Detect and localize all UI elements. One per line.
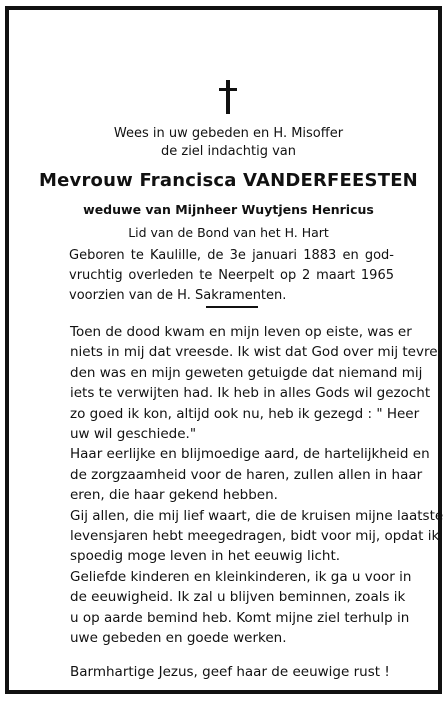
closing-prayer: Barmhartige Jezus, geef haar de eeuwige rust ! [70, 664, 390, 681]
memorial-card [5, 6, 442, 694]
text-line: iets te verwijten had. Ik heb in alles Gods wil gezocht [70, 385, 431, 402]
cross-icon [218, 80, 238, 114]
text-line: uwe gebeden en goede werken. [70, 630, 287, 646]
text-line: de zorgzaamheid voor de haren, zullen allen in haar [70, 466, 423, 483]
text-line: eren, die haar gekend hebben. [70, 487, 278, 504]
text-line: den was en mijn geweten getuigde dat niemand mij [70, 364, 423, 381]
text-line: spoedig moge leven in het eeuwig licht. [70, 548, 341, 565]
text-line: Haar eerlijke en blijmoedige aard, de hartelijkheid en [70, 446, 430, 463]
birth-line: Geboren te Kaulille, de 3e januari 1883 en god- [69, 248, 394, 263]
text-line: Geliefde kinderen en kleinkinderen, ik ga u voor in [70, 568, 412, 585]
text-line: uw wil geschiede." [70, 426, 197, 442]
birth-line: vruchtig overleden te Neerpelt op 2 maart 1965 [69, 268, 394, 283]
text-line: Toen de dood kwam en mijn leven op eiste, was er [70, 324, 412, 340]
widow-line: weduwe van Mijnheer Wuytjens Henricus [83, 202, 374, 217]
text-line: zo goed ik kon, altijd ook nu, heb ik gezegd : " Heer [70, 405, 420, 422]
birth-line: voorzien van de H. Sakramenten. [69, 288, 287, 303]
text-line: levensjaren hebt meegedragen, bidt voor mij, opdat ik [70, 528, 440, 544]
prayer-line-2: de ziel indachtig van [160, 144, 296, 159]
deceased-name: Mevrouw Francisca VANDERFEESTEN [39, 170, 418, 191]
text-line: niets in mij dat vreesde. Ik wist dat God over mij tevre- [70, 344, 443, 361]
prayer-line-1: Wees in uw gebeden en H. Misoffer [113, 126, 344, 141]
text-line: Gij allen, die mij lief waart, die de kruisen mijne laatste [70, 507, 444, 524]
membership-line: Lid van de Bond van het H. Hart [128, 225, 329, 240]
divider [206, 306, 258, 308]
text-line: u op aarde bemind heb. Komt mijne ziel terhulp in [70, 609, 410, 626]
text-line: de eeuwigheid. Ik zal u blijven beminnen, zoals ik [70, 589, 406, 606]
